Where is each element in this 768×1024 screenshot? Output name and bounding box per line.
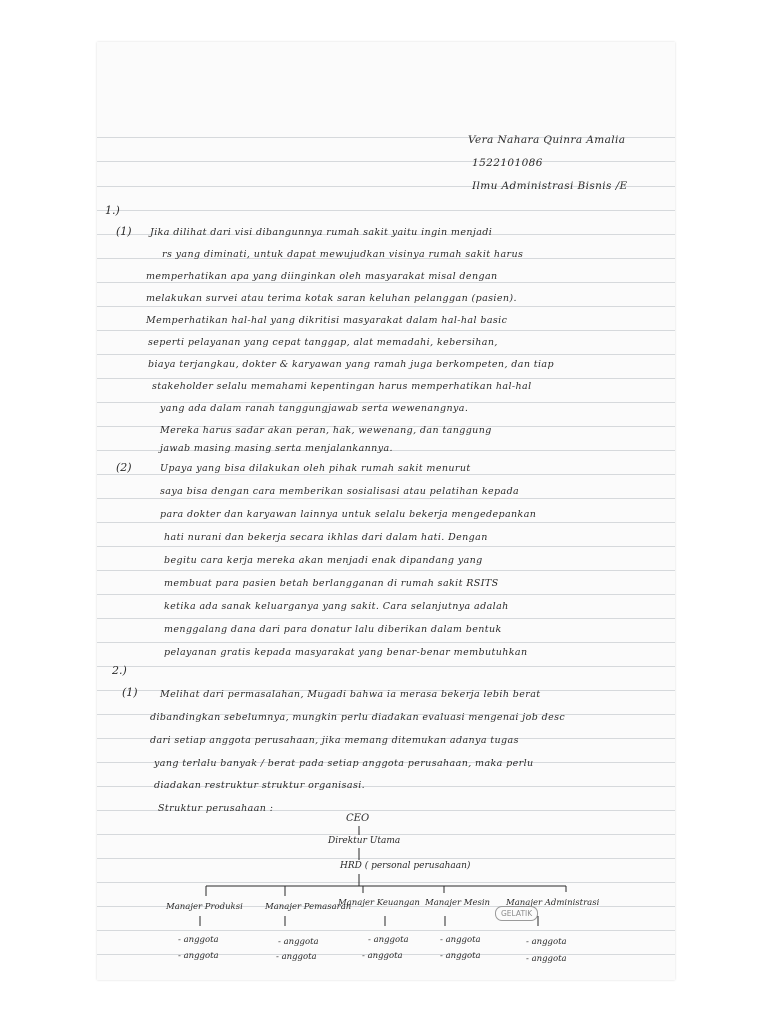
member-item: - anggota xyxy=(178,935,219,945)
org-ceo: CEO xyxy=(346,813,370,824)
study-program: Ilmu Administrasi Bisnis /E xyxy=(472,180,628,192)
answer-line: Upaya yang bisa dilakukan oleh pihak rumah sakit menurut xyxy=(160,463,471,474)
item-marker: (1) xyxy=(116,225,132,238)
answer-line: dari setiap anggota perusahaan, jika memang ditemukan adanya tugas xyxy=(150,735,519,746)
answer-line: melakukan survei atau terima kotak saran keluhan pelanggan (pasien). xyxy=(146,293,517,304)
answer-line: pelayanan gratis kepada masyarakat yang benar-benar membutuhkan xyxy=(164,647,528,658)
answer-line: jawab masing masing serta menjalankannya. xyxy=(160,443,393,454)
item-marker: (1) xyxy=(122,686,138,699)
section-number: 2.) xyxy=(112,664,127,677)
member-item: - anggota xyxy=(440,951,481,961)
student-id: 1522101086 xyxy=(472,157,543,169)
structure-label: Struktur perusahaan : xyxy=(158,803,274,814)
answer-line: rs yang diminati, untuk dapat mewujudkan visinya rumah sakit harus xyxy=(162,249,524,260)
answer-line: begitu cara kerja mereka akan menjadi enak dipandang yang xyxy=(164,555,483,566)
answer-line: dibandingkan sebelumnya, mungkin perlu diadakan evaluasi mengenai job desc xyxy=(150,712,566,723)
answer-line: Jika dilihat dari visi dibangunnya rumah sakit yaitu ingin menjadi xyxy=(150,227,493,238)
answer-line: Memperhatikan hal-hal yang dikritisi masyarakat dalam hal-hal basic xyxy=(146,315,508,326)
manager-produksi: Manajer Produksi xyxy=(166,902,243,912)
member-item: - anggota xyxy=(526,937,567,947)
manager-pemasaran: Manajer Pemasaran xyxy=(265,902,352,912)
answer-line: Melihat dari permasalahan, Mugadi bahwa ia merasa bekerja lebih berat xyxy=(160,689,541,700)
section-number: 1.) xyxy=(105,204,120,217)
answer-line: para dokter dan karyawan lainnya untuk selalu bekerja mengedepankan xyxy=(160,509,537,520)
answer-line: seperti pelayanan yang cepat tanggap, alat memadahi, kebersihan, xyxy=(148,337,498,348)
org-director: Direktur Utama xyxy=(328,836,401,846)
manager-mesin: Manajer Mesin xyxy=(425,898,491,908)
answer-line: yang ada dalam ranah tanggungjawab serta wewenangnya. xyxy=(160,403,469,414)
answer-line: menggalang dana dari para donatur lalu diberikan dalam bentuk xyxy=(164,624,502,635)
manager-keuangan: Manajer Keuangan xyxy=(338,898,420,908)
answer-line: yang terlalu banyak / berat pada setiap anggota perusahaan, maka perlu xyxy=(154,758,534,769)
answer-line: ketika ada sanak keluarganya yang sakit. Cara selanjutnya adalah xyxy=(164,601,509,612)
member-item: - anggota xyxy=(368,935,409,945)
answer-line: saya bisa dengan cara memberikan sosialisasi atau pelatihan kepada xyxy=(160,486,520,497)
member-item: - anggota xyxy=(362,951,403,961)
answer-line: diadakan restruktur struktur organisasi. xyxy=(154,780,366,791)
answer-line: biaya terjangkau, dokter & karyawan yang ramah juga berkompeten, dan tiap xyxy=(148,359,554,370)
gelatik-watermark: GELATIK xyxy=(495,906,538,921)
answer-line: hati nurani dan bekerja secara ikhlas dari dalam hati. Dengan xyxy=(164,532,488,543)
manager-administrasi: Manajer Administrasi xyxy=(506,898,600,908)
student-name: Vera Nahara Quinra Amalia xyxy=(468,134,626,146)
answer-line: memperhatikan apa yang diinginkan oleh masyarakat misal dengan xyxy=(146,271,498,282)
answer-line: membuat para pasien betah berlangganan di rumah sakit RSITS xyxy=(164,578,499,589)
member-item: - anggota xyxy=(278,937,319,947)
item-marker: (2) xyxy=(116,461,132,474)
member-item: - anggota xyxy=(440,935,481,945)
answer-line: stakeholder selalu memahami kepentingan harus memperhatikan hal-hal xyxy=(152,381,532,392)
org-hrd: HRD ( personal perusahaan) xyxy=(340,861,471,871)
member-item: - anggota xyxy=(276,952,317,962)
answer-line: Mereka harus sadar akan peran, hak, wewenang, dan tanggung xyxy=(160,425,492,436)
member-item: - anggota xyxy=(178,951,219,961)
member-item: - anggota xyxy=(526,954,567,964)
